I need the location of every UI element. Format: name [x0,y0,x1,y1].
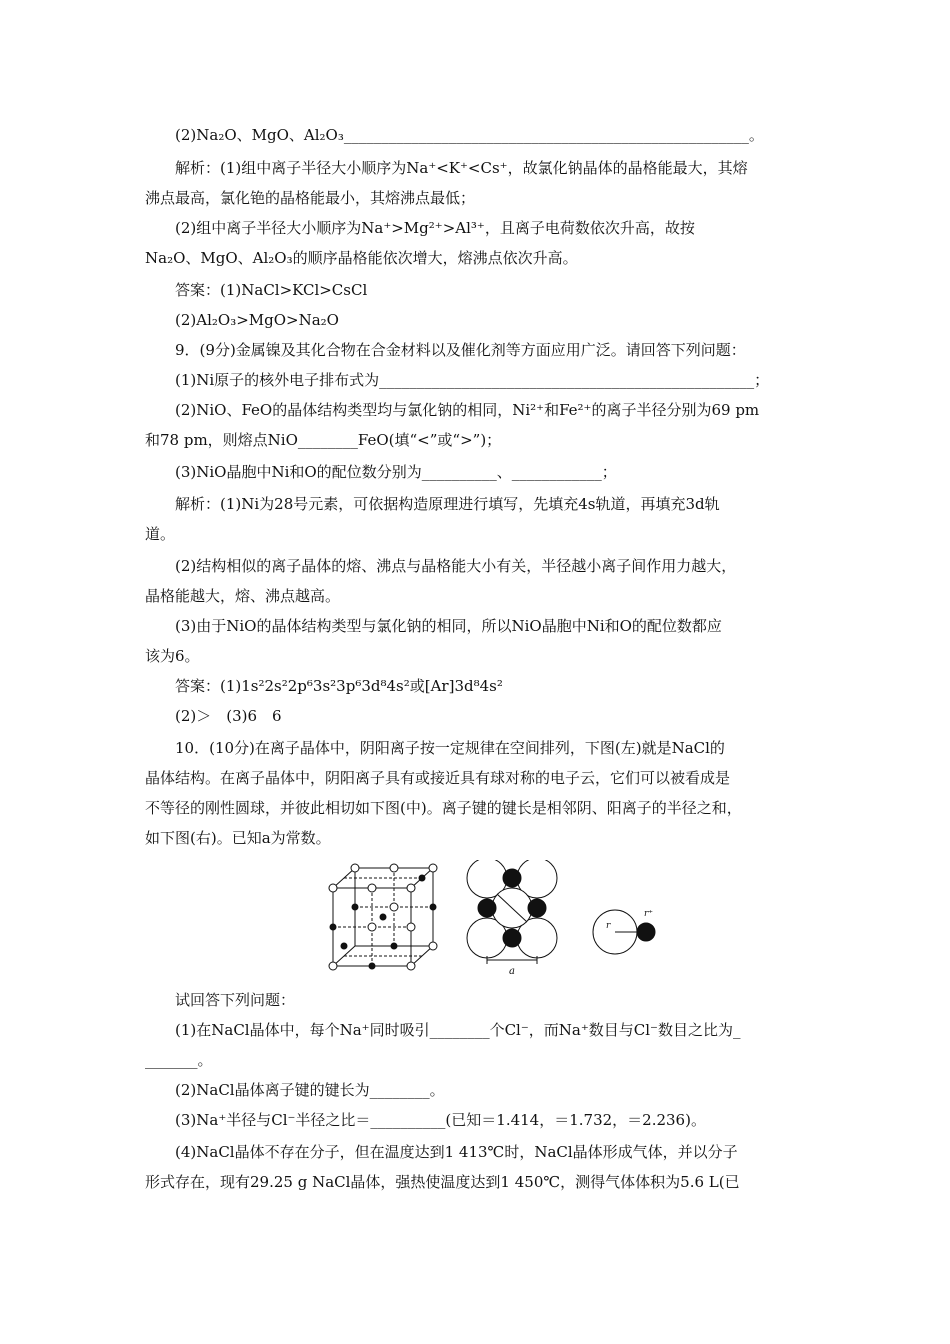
text-line: (2)NaCl晶体离子键的键长为________。 [175,1081,445,1099]
text-line: (2)结构相似的离子晶体的熔、沸点与晶格能大小有关，半径越小离子间作用力越大， [175,557,737,575]
text-line: (2)组中离子半径大小顺序为Na⁺>Mg²⁺>Al³⁺，且离子电荷数依次升高，故按 [175,219,695,237]
nacl-structure-figure [325,860,685,980]
text-line: 和78 pm，则熔点NiO________FeO(填“<”或“>”)； [145,431,502,449]
bond-length-diagram [593,909,655,954]
text-line: 答案：(1)NaCl>KCl>CsCl [175,281,368,299]
text-line: Na₂O、MgO、Al₂O₃的顺序晶格能依次增大，熔沸点依次升高。 [145,249,578,267]
text-line: 不等径的刚性圆球，并彼此相切如下图(中)。离子键的键长是相邻阴、阳离子的半径之和， [145,799,742,817]
question-10-heading: 10．(10分)在离子晶体中，阴阳离子按一定规律在空间排列，下图(左)就是NaCl的 [175,739,725,757]
text-line: 解析：(1)Ni为28号元素，可依据构造原理进行填写，先填充4s轨道，再填充3d轨 [175,495,720,513]
text-line: (2)＞ (3)6 6 [175,707,282,725]
text-line: (2)Al₂O₃>MgO>Na₂O [175,311,339,329]
text-line: 该为6。 [145,647,200,665]
text-line: (2)Na₂O、MgO、Al₂O₃______________________________________________________。 [175,126,764,144]
text-line: (3)Na⁺半径与Cl⁻半径之比＝__________(已知＝1.414，＝1.732，＝2.236)。 [175,1111,706,1129]
r-minus-label: r [606,921,611,931]
text-line: (1)Ni原子的核外电子排布式为__________________________________________________； [175,371,770,389]
text-line: 沸点最高，氯化铯的晶格能最小，其熔沸点最低； [145,189,476,207]
text-line: 解析：(1)组中离子半径大小顺序为Na⁺<K⁺<Cs⁺，故氯化钠晶体的晶格能最大，其熔 [175,159,748,177]
text-line: 道。 [145,525,176,543]
question-9-heading: 9．(9分)金属镍及其化合物在合金材料以及催化剂等方面应用广泛。请回答下列问题： [175,341,746,359]
nacl-unit-cell-diagram [329,864,437,970]
text-line: (3)由于NiO的晶体结构类型与氯化钠的相同，所以NiO晶胞中Ni和O的配位数都应 [175,617,722,635]
a-label: a [509,966,515,977]
text-line: _______。 [145,1051,213,1069]
text-line: 试回答下列问题： [175,991,296,1009]
text-line: (4)NaCl晶体不存在分子，但在温度达到1 413℃时，NaCl晶体形成气体，并以分子 [175,1143,738,1161]
text-line: 形式存在，现有29.25 g NaCl晶体，强热使温度达到1 450℃，测得气体体积为5.6 L(已 [145,1173,740,1191]
text-line: (2)NiO、FeO的晶体结构类型均与氯化钠的相同，Ni²⁺和Fe²⁺的离子半径分别为69 pm [175,401,760,419]
ion-packing-diagram [467,860,557,977]
text-line: 晶格能越大，熔、沸点越高。 [145,587,341,605]
text-line: (1)在NaCl晶体中，每个Na⁺同时吸引________个Cl⁻，而Na⁺数目与Cl⁻数目之比为_ [175,1021,741,1039]
text-line: 答案：(1)1s²2s²2p⁶3s²3p⁶3d⁸4s²或[Ar]3d⁸4s² [175,677,503,695]
text-line: 如下图(右)。已知a为常数。 [145,829,331,847]
r-plus-label: r⁺ [644,909,654,919]
text-line: 晶体结构。在离子晶体中，阴阳离子具有或接近具有球对称的电子云，它们可以被看成是 [145,769,731,787]
text-line: (3)NiO晶胞中Ni和O的配位数分别为__________、____________； [175,463,617,481]
